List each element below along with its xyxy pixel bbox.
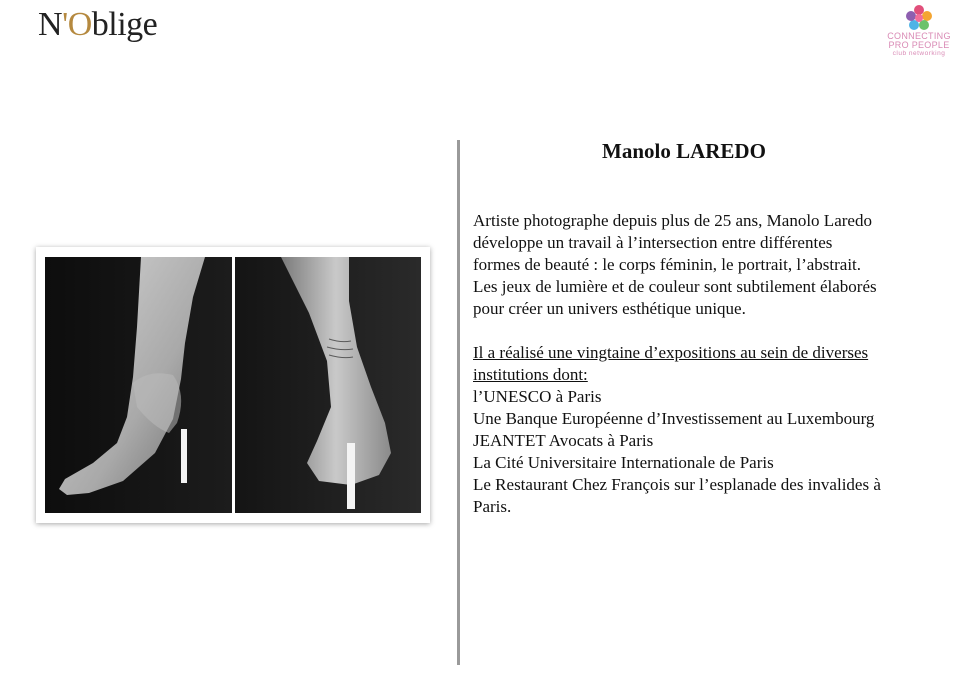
artwork-photo xyxy=(36,247,430,523)
bio-line: Les jeux de lumière et de couleur sont subtilement élaborés xyxy=(473,277,877,296)
bio-line: pour créer un univers esthétique unique. xyxy=(473,299,746,318)
bio-line: Artiste photographe depuis plus de 25 ans, Manolo Laredo xyxy=(473,211,872,230)
heel-photograph xyxy=(45,257,421,513)
expo-heading-line: institutions dont: xyxy=(473,365,588,384)
artist-name-title: Manolo LAREDO xyxy=(602,139,766,163)
logo-prefix: N xyxy=(38,6,63,43)
logo-accent: 'O xyxy=(62,6,92,43)
artist-bio xyxy=(473,210,943,518)
people-circle-icon xyxy=(904,4,934,32)
vertical-divider xyxy=(457,140,460,665)
logo-line-2: PRO PEOPLE xyxy=(888,40,950,50)
bio-line: formes de beauté : le corps féminin, le portrait, l’abstrait. xyxy=(473,255,862,274)
logo-line-1: CONNECTING xyxy=(887,31,951,41)
logo-line-3: club networking xyxy=(892,50,946,57)
nobolige-logo xyxy=(38,6,157,44)
paragraph-gap xyxy=(473,320,943,342)
institution-item: Le Restaurant Chez François sur l’esplanade des invalides à xyxy=(473,475,881,494)
institution-item: La Cité Universitaire Internationale de Paris xyxy=(473,453,774,472)
expo-heading-line: Il a réalisé une vingtaine d’expositions au sein de diverses xyxy=(473,343,869,362)
institution-item: Une Banque Européenne d’Investissement au Luxembourg xyxy=(473,409,875,428)
logo-suffix: blige xyxy=(91,6,158,43)
institution-item: JEANTET Avocats à Paris xyxy=(473,431,654,450)
institution-item: Paris. xyxy=(473,497,512,516)
institution-item: l’UNESCO à Paris xyxy=(473,387,602,406)
connecting-pro-people-logo xyxy=(880,4,958,58)
bio-line: développe un travail à l’intersection entre différentes xyxy=(473,233,833,252)
